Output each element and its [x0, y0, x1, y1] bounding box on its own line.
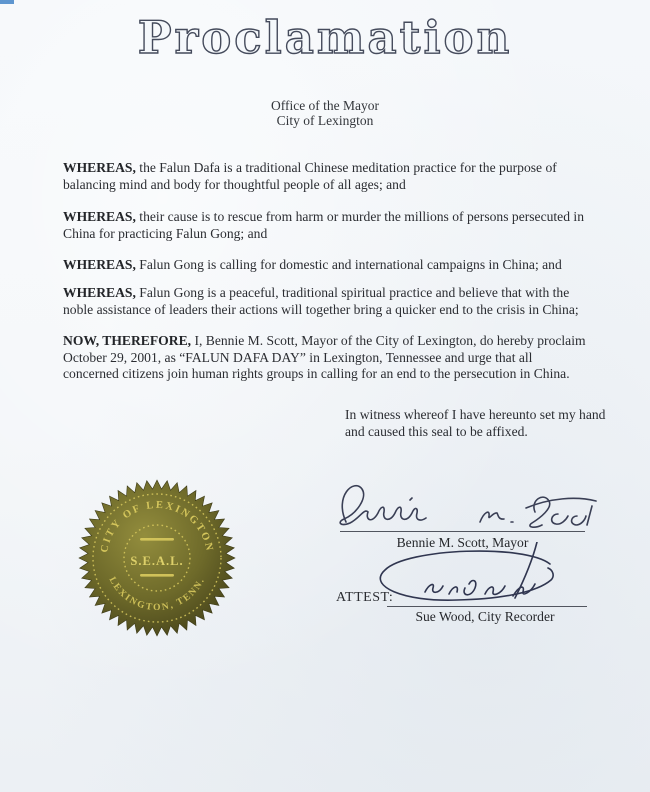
paragraph-text: their cause is to rescue from harm or murder the millions of persons persecuted in China for practicing Falun Gong; and [63, 209, 584, 241]
mayor-signature-line [340, 531, 585, 532]
paragraph-lead: NOW, THEREFORE, [63, 333, 192, 348]
page-title: Proclamation [137, 11, 513, 64]
paragraph-whereas-1 [63, 160, 590, 193]
seal-center-text: S.E.A.L. [130, 554, 184, 568]
paragraph-text: the Falun Dafa is a traditional Chinese meditation practice for the purpose of balancing mind and body for thoughtful people of all ages; and [63, 160, 557, 192]
paragraph-lead: WHEREAS, [63, 160, 136, 175]
attest-signature-line [387, 606, 587, 607]
paragraph-whereas-4 [63, 285, 590, 318]
paragraph-whereas-3 [63, 257, 590, 274]
seal-bottom-bar [140, 574, 174, 577]
office-block [0, 98, 650, 128]
seal-top-bar [140, 538, 174, 541]
paragraph-lead: WHEREAS, [63, 209, 136, 224]
scan-edge-mark [0, 0, 14, 4]
mayor-signature [330, 476, 600, 534]
recorder-signature [365, 542, 600, 608]
paragraph-whereas-2 [63, 209, 590, 242]
office-line-1: Office of the Mayor [270, 98, 380, 113]
seal-bottom-arc-text: LEXINGTON, TENN. [106, 575, 208, 614]
paragraph-text: I, Bennie M. Scott, Mayor of the City of Lexington, do hereby proclaim October 29, 2001, as “FALUN DAFA DAY” in Lexington, Tennessee and urge that all concerned citizens join human rights groups in calling for an end to the persecution in China. [63, 333, 586, 381]
paragraph-text: Falun Gong is calling for domestic and international campaigns in China; and [135, 257, 562, 272]
office-line-2: City of Lexington [276, 113, 374, 128]
recorder-typed-name: Sue Wood, City Recorder [415, 609, 555, 624]
seal-top-arc-text: CITY OF LEXINGTON [99, 499, 215, 554]
mayor-typed-name: Bennie M. Scott, Mayor [396, 535, 529, 550]
witness-clause: In witness whereof I have hereunto set my hand and caused this seal to be affixed. [345, 407, 606, 439]
paragraph-text: Falun Gong is a peaceful, traditional spiritual practice and believe that with the noble assistance of leaders their actions will together bring a quicker end to the crisis in China; [63, 285, 579, 317]
city-seal [77, 478, 237, 638]
paragraph-therefore [63, 333, 590, 383]
attest-label: ATTEST: [336, 590, 394, 605]
paragraph-lead: WHEREAS, [63, 257, 136, 272]
paragraph-lead: WHEREAS, [63, 285, 136, 300]
